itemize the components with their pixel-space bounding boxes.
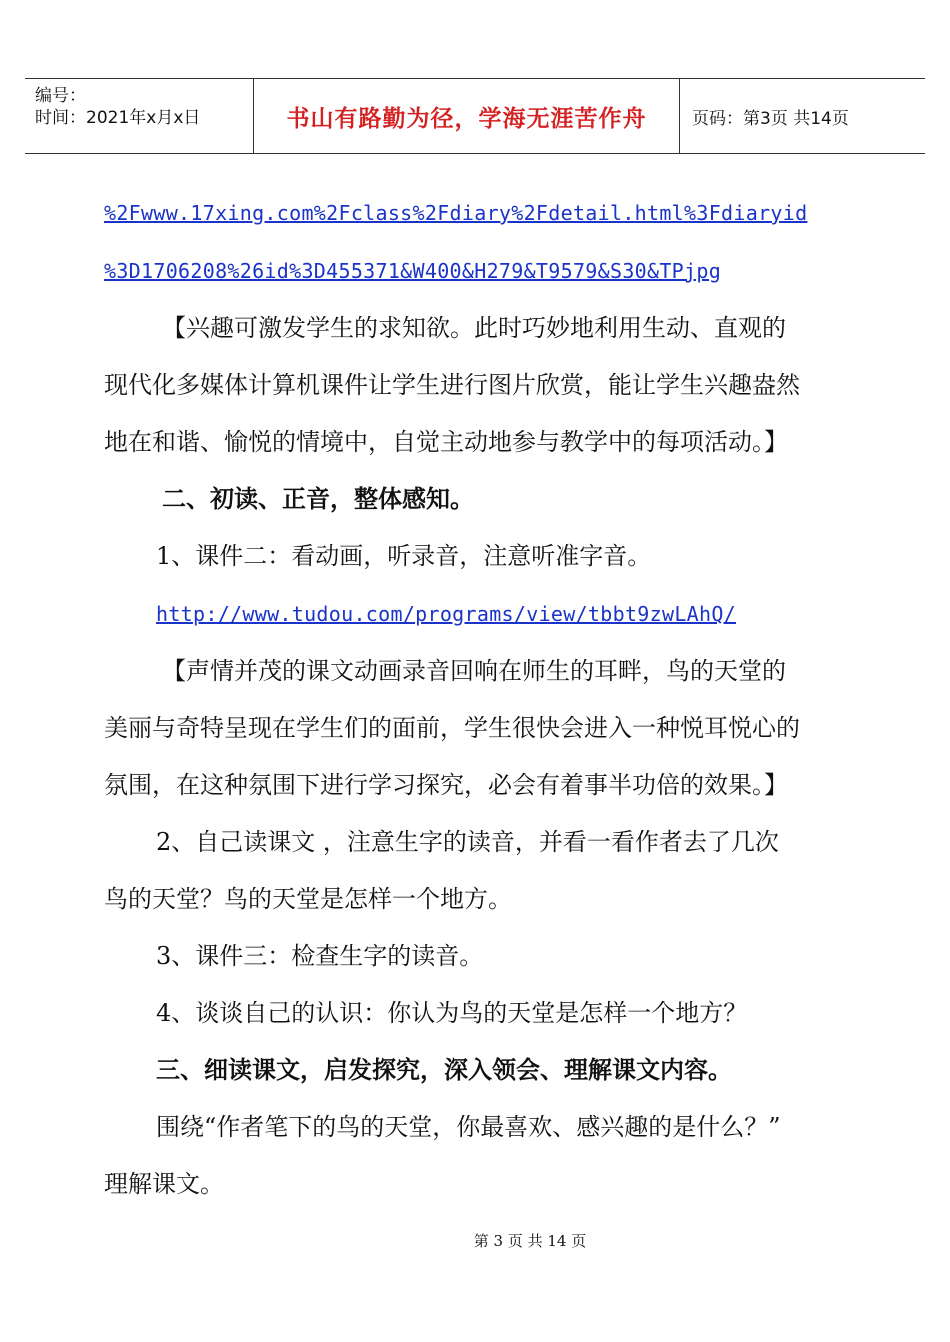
header-motto: 书山有路勤为径，学海无涯苦作舟 (254, 79, 680, 153)
image-link-part1[interactable]: %2Fwww.17xing.com%2Fclass%2Fdiary%2Fdetail.html%3Fdiaryid (104, 201, 808, 225)
section-heading-2: 二、初读、正音，整体感知。 (162, 485, 474, 513)
list-item-continuation: 鸟的天堂？鸟的天堂是怎样一个地方。 (104, 885, 512, 913)
code-label: 编号： (35, 86, 86, 106)
page-header (25, 78, 925, 154)
paragraph-line: 围绕“作者笔下的鸟的天堂，你最喜欢、感兴趣的是什么？” (156, 1113, 781, 1141)
section-heading-3: 三、细读课文，启发探究，深入领会、理解课文内容。 (156, 1056, 732, 1084)
page-footer: 第 3 页 共 14 页 (473, 1232, 587, 1250)
paragraph-line: 理解课文。 (104, 1170, 224, 1198)
header-page-info: 页码：第3页 共14页 (692, 108, 849, 129)
link-line (104, 184, 850, 242)
paragraph-line: 氛围，在这种氛围下进行学习探究，必会有着事半功倍的效果。】 (104, 771, 788, 799)
link-line (104, 242, 850, 300)
list-item: 1、课件二：看动画，听录音，注意听准字音。 (156, 542, 652, 570)
time-label: 时间：2021年x月x日 (35, 108, 201, 128)
paragraph-line: 【声情并茂的课文动画录音回响在师生的耳畔，鸟的天堂的 (162, 657, 786, 685)
paragraph-line: 地在和谐、愉悦的情境中，自觉主动地参与教学中的每项活动。】 (104, 428, 788, 456)
list-item: 3、课件三：检查生字的读音。 (156, 942, 484, 970)
list-item: 2、自己读课文 ，注意生字的读音，并看一看作者去了几次 (156, 828, 779, 856)
paragraph-line: 【兴趣可激发学生的求知欲。此时巧妙地利用生动、直观的 (162, 314, 786, 342)
paragraph-line: 美丽与奇特呈现在学生们的面前，学生很快会进入一种悦耳悦心的 (104, 714, 800, 742)
header-meta (25, 79, 254, 153)
paragraph-line: 现代化多媒体计算机课件让学生进行图片欣赏，能让学生兴趣盎然 (104, 371, 800, 399)
document-body (104, 184, 850, 1213)
list-item: 4、谈谈自己的认识：你认为鸟的天堂是怎样一个地方？ (156, 999, 748, 1027)
image-link-part2[interactable]: %3D1706208%26id%3D455371&W400&H279&T9579&S30&TPjpg (104, 259, 722, 283)
video-link[interactable]: http://www.tudou.com/programs/view/tbbt9zwLAhQ/ (156, 602, 737, 626)
